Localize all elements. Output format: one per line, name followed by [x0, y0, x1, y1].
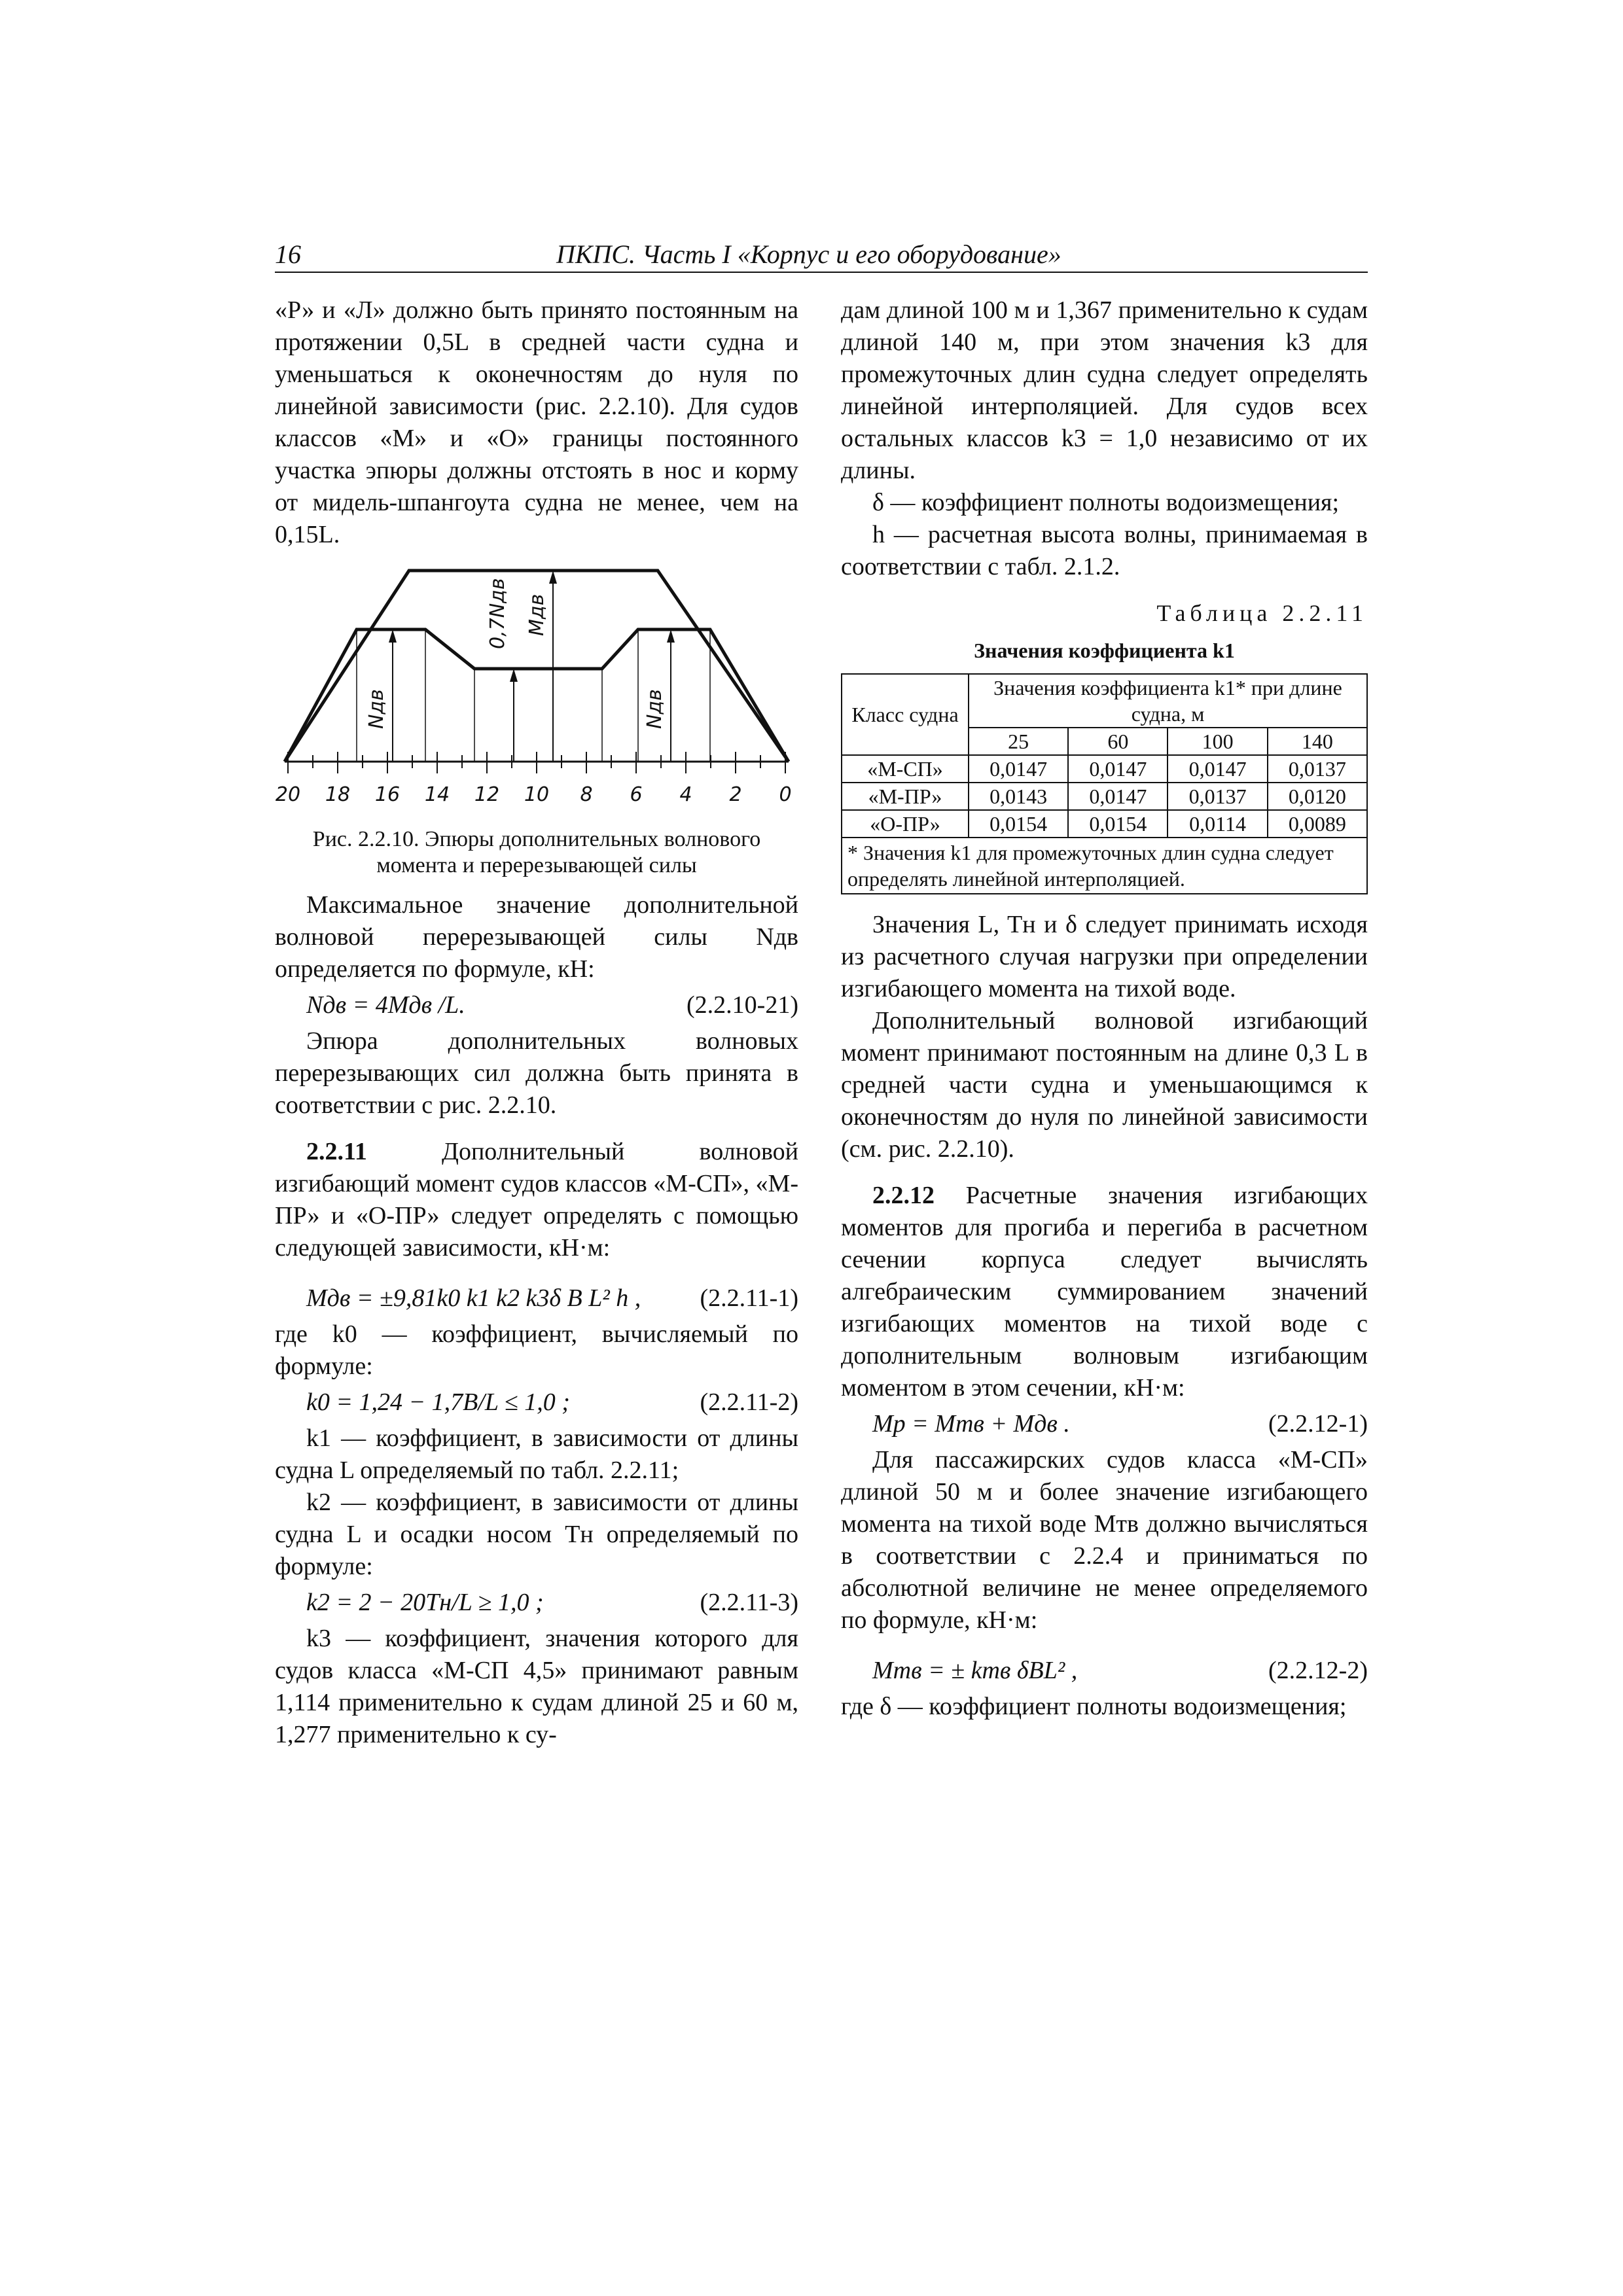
tick-label: 20: [275, 783, 301, 806]
paragraph: Максимальное значение дополнительной волновой перерезывающей силы Nдв определяется по формуле, кН:: [275, 891, 798, 983]
tick-label: 6: [630, 783, 643, 806]
figure-2-2-10-diagram: [275, 557, 798, 813]
page-number: 16: [275, 239, 301, 269]
length-header: 140: [1268, 728, 1367, 755]
class-header: Класс судна: [842, 674, 969, 755]
length-header: 25: [969, 728, 1068, 755]
tick-label: 4: [679, 783, 692, 806]
paragraph: где δ — коэффициент полноты водоизмещения;: [841, 1693, 1347, 1720]
table-row: «М-ПР» 0,0143 0,0147 0,0137 0,0120: [842, 783, 1367, 810]
figure-caption: Рис. 2.2.10. Эпюры дополнительных волнового момента и перерезывающей силы: [312, 827, 761, 877]
paragraph: «Р» и «Л» должно быть принято постоянным на протяжении 0,5L в средней части судна и уменьшаться к оконечностям до нуля по линейной зависимости (рис. 2.2.10). Для судов классов «М» и «О» границы постоянного участка эпюры должны отстоять в нос и корму от мидель-шпангоута судна не менее, чем на 0,15L.: [275, 296, 798, 548]
formula-2-2-12-1: Mр = Mтв + Mдв . (2.2.12-1): [872, 1410, 1368, 1438]
tick-label: 0: [779, 783, 792, 806]
table-title: Значения коэффициента k1: [974, 639, 1235, 662]
tick-label: 12: [474, 783, 500, 806]
header-title: ПКПС. Часть I «Корпус и его оборудование»: [556, 239, 1061, 269]
paragraph: k3 — коэффициент, значения которого для судов класса «М-СП 4,5» принимают равным 1,114 применительно к судам длиной 25 и 60 м, 1,277 применительно к су-: [275, 1625, 798, 1748]
tick-marks: [288, 752, 785, 773]
table-label: Таблица 2.2.11: [1156, 600, 1368, 626]
label-07n: 0,7Nдв: [486, 578, 509, 649]
table-note: * Значения k1 для промежуточных длин судна следует определять линейной интерполяцией.: [842, 838, 1367, 894]
paragraph: Для пассажирских судов класса «М-СП» длиной 50 м и более значение изгибающего момента на тихой воде Mтв должно вычисляться в соответствии с 2.2.4 и приниматься по абсолютной величине не менее определяемого по формуле, кН·м:: [841, 1446, 1368, 1634]
tick-label: 16: [374, 783, 401, 806]
section-number: 2.2.11: [306, 1138, 367, 1165]
paragraph: Дополнительный волновой изгибающий момент принимают постоянным на длине 0,3 L в средней части судна и уменьшающимся к оконечностям до нуля по линейной зависимости (см. рис. 2.2.10).: [841, 1007, 1368, 1163]
formula-2-2-11-1: Mдв = ±9,81k0 k1 k2 k3δ B L² h , (2.2.11-1): [306, 1284, 798, 1312]
right-column: [841, 294, 1368, 1723]
tick-label: 14: [424, 783, 450, 806]
left-column: [275, 294, 798, 1751]
label-m: Mдв: [526, 593, 548, 636]
formula-2-2-11-2: k0 = 1,24 − 1,7B/L ≤ 1,0 ; (2.2.11-2): [306, 1388, 798, 1416]
paragraph: где k0 — коэффициент, вычисляемый по формуле:: [275, 1320, 798, 1380]
paragraph: k2 — коэффициент, в зависимости от длины судна L и осадки носом Tн определяемый по формуле:: [275, 1489, 798, 1580]
formula-2-2-12-2: Mтв = ± kтв δBL² , (2.2.12-2): [872, 1657, 1368, 1684]
tick-label: 10: [524, 783, 550, 806]
paragraph: δ — коэффициент полноты водоизмещения;: [872, 489, 1340, 516]
formula-2-2-11-3: k2 = 2 − 20Tн/L ≥ 1,0 ; (2.2.11-3): [306, 1589, 798, 1616]
section-number: 2.2.12: [872, 1182, 935, 1209]
table-row: «М-СП» 0,0147 0,0147 0,0147 0,0137: [842, 755, 1367, 783]
label-n-left: Nдв: [365, 689, 388, 729]
paragraph: Значения L, Tн и δ следует принимать исходя из расчетного случая нагрузки при определении изгибающего момента на тихой воде.: [841, 911, 1368, 1002]
document-page: [275, 239, 1368, 1748]
label-n-right: Nдв: [643, 689, 666, 729]
coefficient-table: [841, 673, 1368, 894]
section-2-2-12: 2.2.12 Расчетные значения изгибающих моментов для прогиба и перегиба в расчетном сечении корпуса следует вычислять алгебраическим суммированием значений изгибающих моментов на тихой воде с дополнительным волновым изгибающим моментом в этом сечении, кН·м:: [841, 1182, 1368, 1402]
tick-label: 2: [729, 783, 742, 806]
table-row: «О-ПР» 0,0154 0,0154 0,0114 0,0089: [842, 810, 1367, 838]
table-note-row: [842, 838, 1367, 894]
group-header: Значения коэффициента k1* при длине судна, м: [969, 674, 1367, 728]
length-header: 100: [1168, 728, 1267, 755]
paragraph: Эпюра дополнительных волновых перерезывающих сил должна быть принята в соответствии с рис. 2.2.10.: [275, 1027, 798, 1119]
formula-2-2-10-21: Nдв = 4Mдв /L. (2.2.10-21): [306, 991, 798, 1019]
section-2-2-11: 2.2.11 Дополнительный волновой изгибающий момент судов классов «М-СП», «М-ПР» и «О-ПР» следует определять с помощью следующей зависимости, кН·м:: [275, 1138, 799, 1262]
running-header: [275, 239, 1368, 273]
length-header: 60: [1068, 728, 1168, 755]
paragraph: k1 — коэффициент, в зависимости от длины судна L определяемый по табл. 2.2.11;: [275, 1424, 798, 1484]
paragraph: дам длиной 100 м и 1,367 применительно к судам длиной 140 м, при этом значения k3 для промежуточных длин судна следует определять линейной интерполяцией. Для судов всех остальных классов k3 = 1,0 независимо от их длины.: [841, 296, 1368, 484]
tick-label: 8: [580, 783, 593, 806]
paragraph: h — расчетная высота волны, принимаемая в соответствии с табл. 2.1.2.: [841, 521, 1368, 580]
tick-label: 18: [325, 783, 351, 806]
